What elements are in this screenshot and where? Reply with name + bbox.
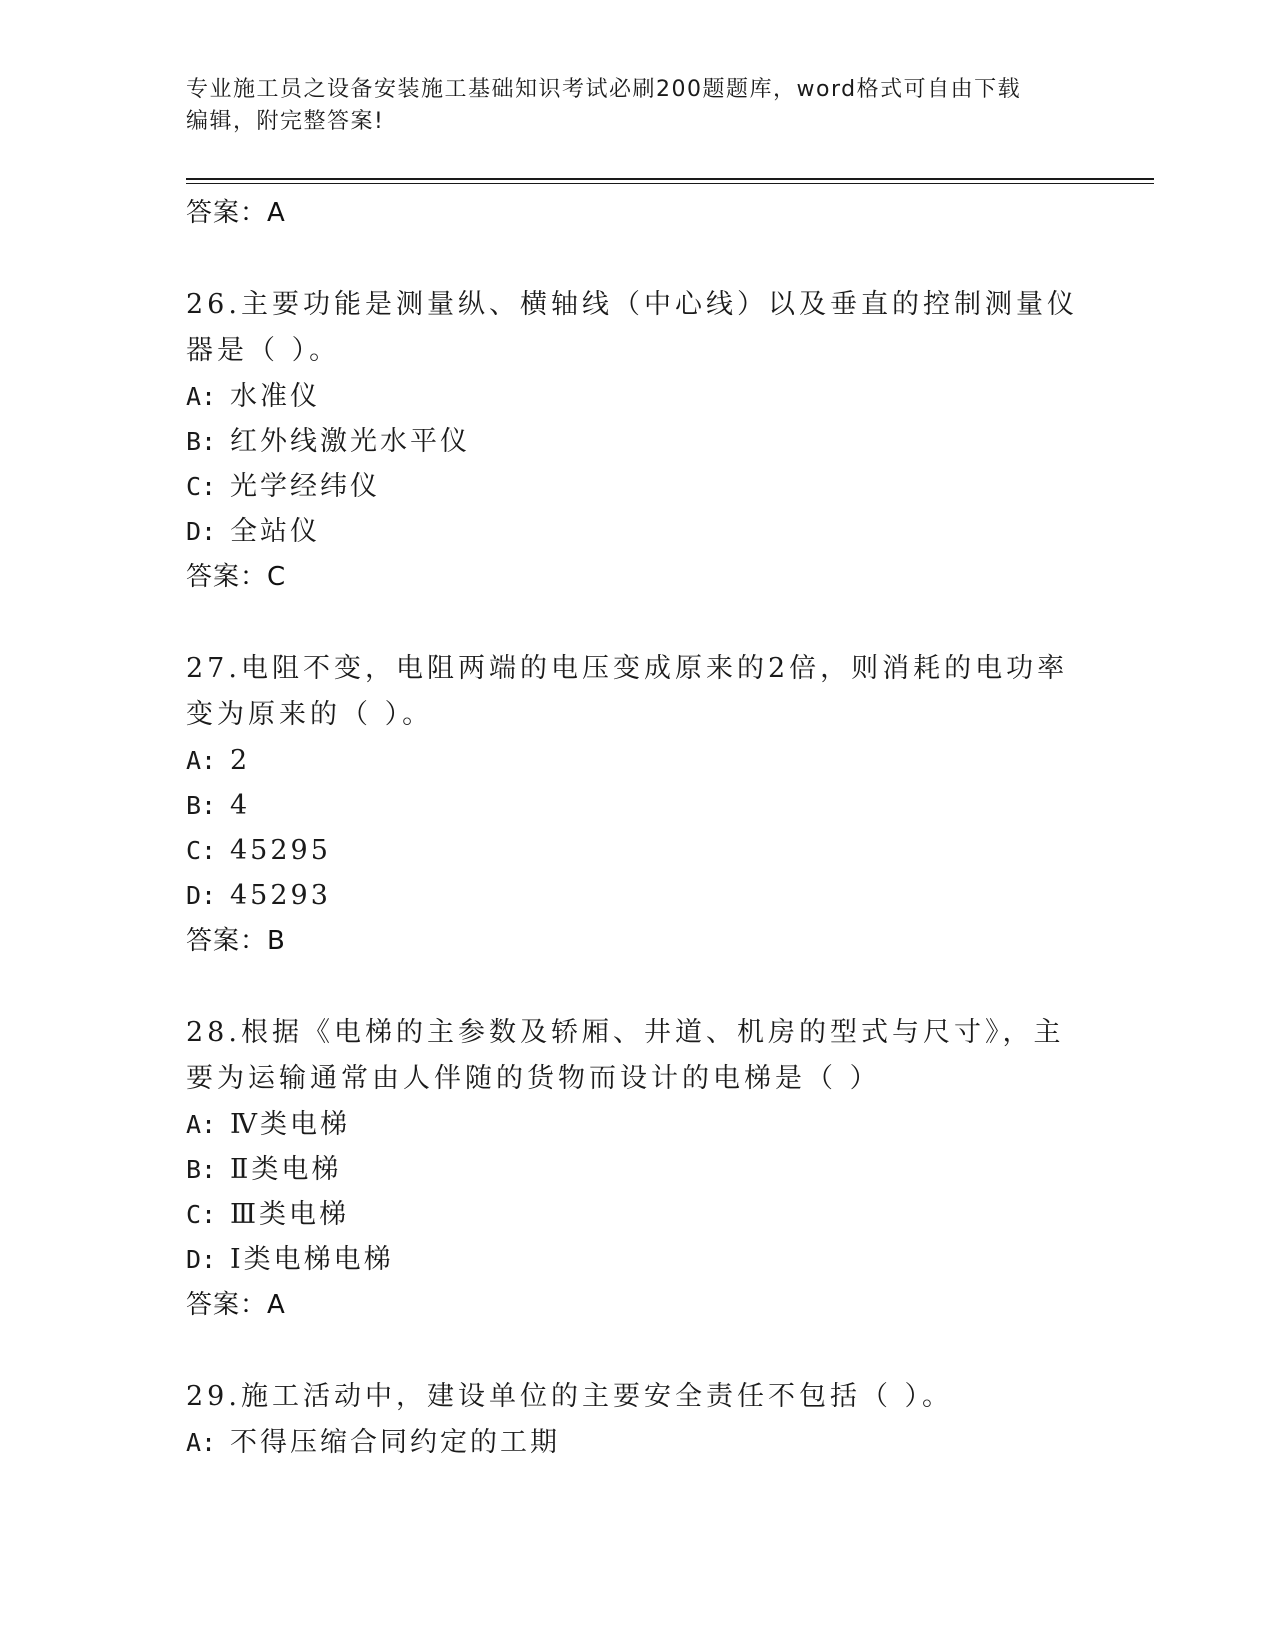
option-d [186,873,1086,918]
option-letter: B: [186,427,217,456]
option-text: 不得压缩合同约定的工期 [230,1427,560,1458]
spacer [186,236,1086,282]
option-text: 2 [230,745,251,776]
header-divider-thin [186,183,1154,184]
option-letter: B: [186,791,217,820]
question-list [186,190,1086,1465]
option-c [186,464,1086,509]
option-text: Ⅱ类电梯 [230,1154,342,1185]
option-text: 45293 [230,880,331,911]
answer-line: 答案：A [186,1290,286,1320]
header-line-1: 专业施工员之设备安装施工基础知识考试必刷200题题库，word格式可自由下载 [186,77,1022,102]
option-text: 光学经纬仪 [230,471,380,502]
question-stem: 26.主要功能是测量纵、横轴线（中心线）以及垂直的控制测量仪器是（ ）。 [186,289,1078,366]
question-27 [186,646,1086,964]
question-26 [186,282,1086,600]
option-text: 红外线激光水平仪 [230,426,470,457]
option-text: 水准仪 [230,381,320,412]
question-stem: 28.根据《电梯的主参数及轿厢、井道、机房的型式与尺寸》，主要为运输通常由人伴随的货物而设计的电梯是（ ） [186,1017,1065,1094]
spacer [186,1328,1086,1374]
option-letter: D: [186,517,217,546]
option-c [186,828,1086,873]
option-b [186,783,1086,828]
option-letter: A: [186,382,217,411]
question-28 [186,1010,1086,1328]
answer-line: 答案：B [186,926,286,956]
option-d [186,509,1086,554]
header-divider-thick [186,178,1154,180]
option-letter: C: [186,836,217,865]
question-stem: 29.施工活动中，建设单位的主要安全责任不包括（ ）。 [186,1381,954,1412]
option-b [186,419,1086,464]
option-text: 全站仪 [230,516,320,547]
answer-line: 答案：A [186,198,286,228]
document-header [186,74,1086,138]
option-letter: C: [186,472,217,501]
option-c [186,1192,1086,1237]
question-stem: 27.电阻不变，电阻两端的电压变成原来的2倍，则消耗的电功率变为原来的（ ）。 [186,653,1069,730]
option-letter: C: [186,1200,217,1229]
option-letter: B: [186,1155,217,1184]
option-b [186,1147,1086,1192]
option-letter: A: [186,1110,217,1139]
option-a [186,1102,1086,1147]
option-a [186,374,1086,419]
option-letter: D: [186,1245,217,1274]
option-letter: A: [186,1428,217,1457]
option-letter: D: [186,881,217,910]
spacer [186,964,1086,1010]
option-letter: A: [186,746,217,775]
answer-line: 答案：C [186,562,287,592]
option-d [186,1237,1086,1282]
header-line-2: 编辑，附完整答案! [186,109,385,134]
option-a [186,1420,1086,1465]
option-a [186,738,1086,783]
question-29 [186,1374,1086,1465]
option-text: Ⅰ类电梯电梯 [230,1244,394,1275]
option-text: Ⅲ类电梯 [230,1199,350,1230]
option-text: Ⅳ类电梯 [230,1109,350,1140]
spacer [186,600,1086,646]
option-text: 4 [230,790,251,821]
option-text: 45295 [230,835,331,866]
